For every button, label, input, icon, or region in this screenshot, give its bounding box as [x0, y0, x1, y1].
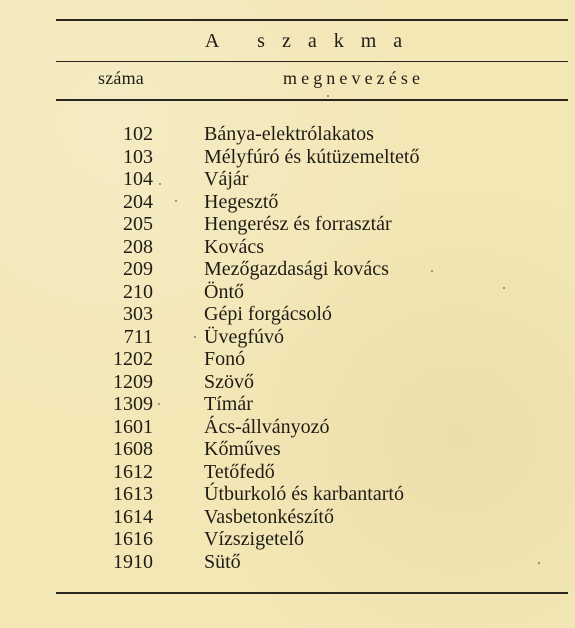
row-code: 1309	[113, 393, 153, 415]
row-name: Kőműves	[204, 438, 281, 460]
row-name: Útburkoló és karbantartó	[204, 483, 404, 505]
paper-speck	[538, 562, 540, 564]
column-header-code: száma	[98, 68, 144, 88]
table-row	[0, 326, 575, 349]
table-row	[0, 303, 575, 326]
row-code: 104	[123, 168, 153, 190]
row-code: 210	[123, 280, 153, 303]
table-row	[0, 258, 575, 281]
table-row	[0, 348, 575, 371]
row-code: 303	[123, 303, 153, 325]
table-row	[0, 168, 575, 191]
paper-speck	[431, 270, 433, 272]
row-name: Üvegfúvó	[204, 325, 284, 348]
row-code: 1608	[113, 438, 153, 460]
paper-speck	[503, 287, 505, 289]
row-name: Vájár	[204, 168, 249, 190]
table-row	[0, 123, 575, 146]
row-name: Bánya-elektrólakatos	[204, 123, 374, 145]
paper-speck	[175, 200, 177, 202]
table-row	[0, 281, 575, 304]
column-header-rule	[56, 99, 568, 101]
row-name: Tímár	[204, 393, 253, 415]
table-row	[0, 506, 575, 529]
table-row	[0, 213, 575, 236]
header-rule	[56, 61, 568, 62]
row-code: 1616	[113, 528, 153, 550]
table-row	[0, 191, 575, 214]
paper-speck	[194, 336, 196, 338]
table-row	[0, 483, 575, 506]
row-name: Mélyfúró és kútüzemeltető	[204, 145, 420, 168]
row-name: Gépi forgácsoló	[204, 303, 332, 325]
row-code: 1601	[113, 415, 153, 438]
table-body	[0, 123, 575, 573]
row-code: 208	[123, 235, 153, 258]
row-name: Szövő	[204, 370, 254, 393]
row-name: Sütő	[204, 550, 241, 573]
top-rule	[56, 19, 568, 21]
paper-speck	[159, 183, 161, 185]
row-code: 1612	[113, 460, 153, 483]
table-row	[0, 393, 575, 416]
paper-speck	[327, 95, 329, 97]
row-code: 1614	[113, 505, 153, 528]
row-name: Kovács	[204, 235, 264, 258]
column-header-name: megnevezése	[283, 68, 425, 88]
row-code: 1209	[113, 370, 153, 393]
table-row	[0, 146, 575, 169]
table-title: A szakma	[204, 30, 420, 52]
row-name: Fonó	[204, 348, 246, 370]
row-name: Vasbetonkészítő	[204, 505, 334, 528]
row-name: Ács-állványozó	[204, 415, 330, 438]
row-name: Vízszigetelő	[204, 528, 304, 550]
paper-speck	[158, 403, 160, 405]
row-name: Mezőgazdasági kovács	[204, 258, 389, 280]
table-row	[0, 371, 575, 394]
table-row	[0, 461, 575, 484]
table-row	[0, 551, 575, 574]
table-row	[0, 438, 575, 461]
row-code: 1910	[113, 550, 153, 573]
row-code: 103	[123, 145, 153, 168]
row-name: Hengerész és forrasztár	[204, 213, 392, 235]
row-code: 711	[123, 325, 153, 348]
row-code: 102	[123, 123, 153, 145]
row-code: 205	[123, 213, 153, 235]
table-row	[0, 236, 575, 259]
row-name: Öntő	[204, 280, 244, 303]
bottom-rule	[56, 592, 568, 594]
row-code: 204	[123, 190, 153, 213]
row-code: 1202	[113, 348, 153, 370]
table-row	[0, 528, 575, 551]
table-row	[0, 416, 575, 439]
row-name: Hegesztő	[204, 190, 279, 213]
row-code: 209	[123, 258, 153, 280]
row-code: 1613	[113, 483, 153, 505]
row-name: Tetőfedő	[204, 460, 275, 483]
